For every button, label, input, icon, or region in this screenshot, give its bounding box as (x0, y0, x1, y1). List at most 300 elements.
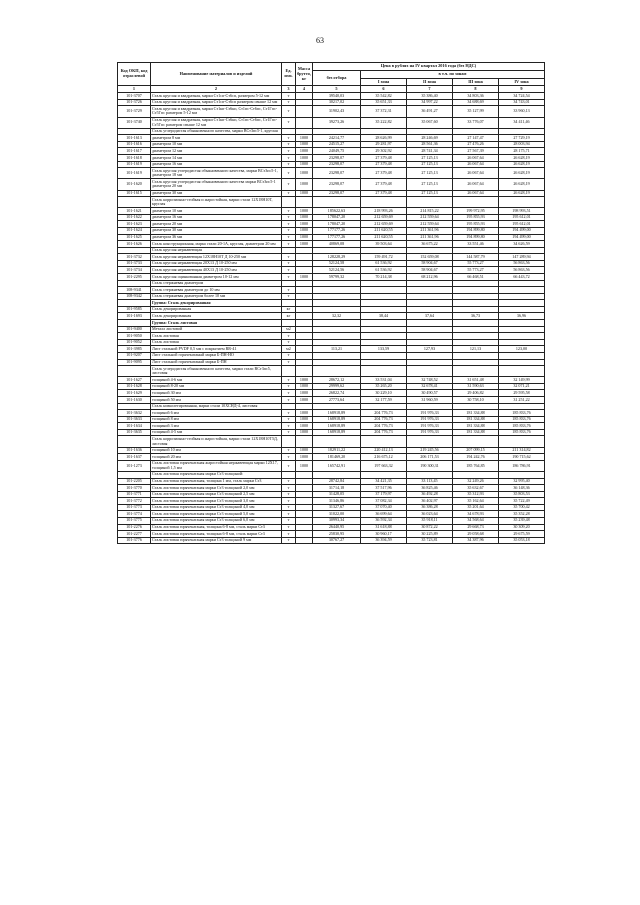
cell-name: Сталь листовая горячекатаная жаростойкая нержавеющая марки 12Х17, толщиной 1,5 мм (151, 460, 282, 471)
cell-name: Сталь круглая нержавеющая 12Х18Н10Т Д 10-250 мм (151, 254, 282, 261)
cell-unit: т (282, 254, 296, 261)
cell-name: толщиной 4-5 мм (151, 429, 282, 436)
table-row (118, 135, 545, 142)
cell-zone-4: 34 743,01 (499, 99, 545, 106)
cell-zone-3: 32 249,26 (453, 478, 499, 485)
cell-zone-4: 185 833,76 (499, 416, 545, 423)
cell-zone-4: 33 960,13 (499, 106, 545, 117)
cell-zone-2: 127,93 (407, 346, 453, 353)
cell-zone-1: 27 379,48 (361, 179, 407, 190)
cell-code: 101-3775 (118, 517, 151, 524)
table-row (118, 313, 545, 320)
cell-zone-1: 61 536,92 (361, 267, 407, 274)
cell-unit: т (282, 410, 296, 417)
cell-unit: т (282, 161, 296, 168)
table-row (118, 333, 545, 340)
cell-zone-4: 185 833,76 (499, 423, 545, 430)
cell-zone-4: 35 352,28 (499, 511, 545, 518)
cell-price: 30767,27 (313, 537, 361, 544)
cell-unit: кг (282, 313, 296, 320)
cell-unit: т (282, 241, 296, 248)
cell-price: 29999,62 (313, 383, 361, 390)
cell-zone-4: 26 628,19 (499, 161, 545, 168)
cell-zone-4: 186 786,91 (499, 460, 545, 471)
cell-zone-1 (361, 197, 407, 208)
cell-zone-3 (453, 306, 499, 313)
table-row (118, 106, 545, 117)
header-name: Наименование материалов и изделий (151, 63, 282, 86)
cell-zone-3: 34 387,96 (453, 537, 499, 544)
cell-zone-4 (499, 247, 545, 254)
cell-code: 101-1620 (118, 179, 151, 190)
cell-name: Сталь листовая горячекатаная марки Ст3 толщиной: (151, 471, 282, 478)
cell-name: Металл листовой (151, 326, 282, 333)
cell-mass: 1000 (296, 179, 313, 190)
cell-zone-1: 27 379,48 (361, 161, 407, 168)
cell-unit: т (282, 221, 296, 228)
column-number: 8 (453, 86, 499, 93)
cell-zone-1: 28 626,99 (361, 135, 407, 142)
cell-price: 52124,58 (313, 260, 361, 267)
cell-code: 101-9400 (118, 326, 151, 333)
cell-price: 28672,12 (313, 377, 361, 384)
cell-zone-1: 36 699,64 (361, 511, 407, 518)
cell-code: 101-3772 (118, 498, 151, 505)
cell-zone-2: 191 976,33 (407, 410, 453, 417)
cell-price: 168918,89 (313, 410, 361, 417)
cell-code: 101-2205 (118, 478, 151, 485)
cell-unit: т (282, 390, 296, 397)
cell-code (118, 280, 151, 287)
cell-price (313, 359, 361, 366)
cell-zone-3 (453, 359, 499, 366)
cell-name: Сталь листовая горячекатаная, толщина 1 мм, сталь марки Ст3 (151, 478, 282, 485)
cell-zone-2 (407, 326, 453, 333)
cell-unit: т (282, 141, 296, 148)
cell-zone-1: 33 531,04 (361, 377, 407, 384)
cell-price: 24515,27 (313, 141, 361, 148)
cell-zone-3: 35 127,99 (453, 106, 499, 117)
cell-name: толщиной 4-6 мм (151, 377, 282, 384)
cell-zone-2: 219 245,56 (407, 447, 453, 454)
table-row (118, 117, 545, 128)
cell-name: толщиной 50 мм (151, 397, 282, 404)
cell-mass (296, 254, 313, 261)
cell-zone-4 (499, 366, 545, 377)
cell-zone-2: 152 659,08 (407, 254, 453, 261)
cell-unit (282, 403, 296, 410)
cell-zone-2: 27 125,13 (407, 155, 453, 162)
cell-zone-2: 30 872,22 (407, 524, 453, 531)
cell-zone-4: 34 411,46 (499, 117, 545, 128)
table-row (118, 260, 545, 267)
cell-zone-3: 35 201,64 (453, 504, 499, 511)
cell-zone-1 (361, 436, 407, 447)
cell-price (313, 403, 361, 410)
cell-unit (282, 471, 296, 478)
cell-zone-4: 32 071,21 (499, 383, 545, 390)
cell-price (313, 436, 361, 447)
cell-zone-1: 27 379,48 (361, 190, 407, 197)
cell-zone-3: 26 067,64 (453, 179, 499, 190)
cell-zone-1: 39 503,64 (361, 241, 407, 248)
cell-zone-4: 32 995,40 (499, 478, 545, 485)
cell-zone-3: 27 147,47 (453, 135, 499, 142)
cell-name: Сталь листовая горячекатаная марки Ст3 толщиной 3,0 мм (151, 498, 282, 505)
cell-zone-4: 198 993,51 (499, 208, 545, 215)
cell-price (313, 352, 361, 359)
cell-unit: т (282, 106, 296, 117)
cell-zone-2 (407, 359, 453, 366)
table-row (118, 221, 545, 228)
cell-zone-3 (453, 366, 499, 377)
cell-zone-4 (499, 293, 545, 300)
cell-zone-1: 29 281,97 (361, 141, 407, 148)
cell-name: Сталь стержневая диаметром (151, 280, 282, 287)
cell-name: Группа: Сталь листовая (151, 320, 282, 327)
cell-zone-3 (453, 471, 499, 478)
cell-zone-3: 34 678,93 (453, 511, 499, 518)
cell-zone-3: 30 758,10 (453, 397, 499, 404)
cell-unit: т (282, 155, 296, 162)
cell-zone-2: 27 125,13 (407, 168, 453, 179)
cell-name: Сталь круглая оцинкованная диаметром 10-12 мм (151, 274, 282, 281)
cell-mass: 1000 (296, 234, 313, 241)
cell-zone-2 (407, 197, 453, 208)
column-number: 7 (407, 86, 453, 93)
cell-price: 31022,00 (313, 511, 361, 518)
cell-price: 178047,20 (313, 214, 361, 221)
cell-mass (296, 267, 313, 274)
table-row (118, 517, 545, 524)
cell-zone-3: 55 773,27 (453, 267, 499, 274)
cell-unit (282, 300, 296, 307)
cell-price (313, 326, 361, 333)
cell-zone-3: 195 855,93 (453, 214, 499, 221)
table-row (118, 383, 545, 390)
cell-code: 101-1618 (118, 155, 151, 162)
cell-unit: т (282, 537, 296, 544)
cell-zone-2: 27 125,13 (407, 161, 453, 168)
cell-unit: т (282, 214, 296, 221)
column-number: 5 (313, 86, 361, 93)
cell-price: 26440,95 (313, 524, 361, 531)
cell-zone-2 (407, 403, 453, 410)
cell-zone-2: 36 825,46 (407, 485, 453, 492)
table-row (118, 498, 545, 505)
cell-zone-2: 36 023,64 (407, 511, 453, 518)
table-row (118, 377, 545, 384)
table-body (118, 93, 545, 544)
cell-zone-4: 185 833,76 (499, 410, 545, 417)
cell-zone-3: 33 776,07 (453, 117, 499, 128)
table-row (118, 214, 545, 221)
cell-zone-1: 37 372,31 (361, 106, 407, 117)
table-row (118, 306, 545, 313)
cell-zone-2: 211 361,96 (407, 227, 453, 234)
cell-mass (296, 293, 313, 300)
table-row (118, 287, 545, 294)
cell-unit: т (282, 333, 296, 340)
cell-price: 39540,03 (313, 93, 361, 100)
cell-name: диаметром 16 мм (151, 214, 282, 221)
table-row (118, 179, 545, 190)
cell-zone-1 (361, 471, 407, 478)
cell-zone-2 (407, 352, 453, 359)
cell-zone-1 (361, 339, 407, 346)
cell-code: 101-1616 (118, 141, 151, 148)
cell-price: 168918,89 (313, 429, 361, 436)
cell-code: 101-3770 (118, 485, 151, 492)
cell-mass (296, 287, 313, 294)
price-table (117, 62, 545, 544)
table-row (118, 460, 545, 471)
cell-name: Сталь листовая горячекатаная марки Ст3 толщиной 9 мм (151, 537, 282, 544)
cell-mass (296, 366, 313, 377)
cell-zone-2 (407, 471, 453, 478)
table-row (118, 267, 545, 274)
cell-mass (296, 106, 313, 117)
cell-unit: т (282, 524, 296, 531)
cell-name: Сталь стержневая диаметром более 10 мм (151, 293, 282, 300)
page-number: 63 (316, 36, 324, 45)
cell-price: 28742,84 (313, 478, 361, 485)
cell-zone-4: 123,00 (499, 346, 545, 353)
cell-mass (296, 403, 313, 410)
cell-zone-4 (499, 306, 545, 313)
cell-zone-4 (499, 436, 545, 447)
cell-price: 165742,91 (313, 460, 361, 471)
cell-unit: т (282, 383, 296, 390)
cell-name: толщиной 6 мм (151, 410, 282, 417)
cell-name: Сталь декорированная (151, 313, 282, 320)
cell-price (313, 471, 361, 478)
cell-zone-2 (407, 333, 453, 340)
cell-mass (296, 93, 313, 100)
cell-name: Сталь стержневая диаметром до 10 мм (151, 287, 282, 294)
cell-unit (282, 366, 296, 377)
cell-unit: т (282, 168, 296, 179)
cell-zone-1 (361, 280, 407, 287)
cell-zone-4: 211 314,82 (499, 447, 545, 454)
cell-price (313, 293, 361, 300)
cell-name: диаметром 10 мм (151, 208, 282, 215)
cell-unit: т (282, 274, 296, 281)
cell-unit: т (282, 478, 296, 485)
cell-zone-4: 56 863,56 (499, 267, 545, 274)
cell-unit: т (282, 377, 296, 384)
cell-unit (282, 436, 296, 447)
cell-mass: 1000 (296, 390, 313, 397)
cell-zone-4: 29 595,58 (499, 390, 545, 397)
cell-name: толщиной 8-20 мм (151, 383, 282, 390)
cell-zone-1: 35 222,82 (361, 117, 407, 128)
cell-zone-1: 35 542,82 (361, 93, 407, 100)
cell-zone-4 (499, 333, 545, 340)
cell-mass (296, 300, 313, 307)
cell-name: Сталь листовая горячекатаная марки Ст3 толщиной 6,0 мм (151, 517, 282, 524)
cell-name: диаметром 30 мм (151, 190, 282, 197)
cell-code: 101-3733 (118, 260, 151, 267)
cell-mass: 1000 (296, 383, 313, 390)
header-zone-1: I зона (361, 78, 407, 86)
cell-zone-1: 197 663,32 (361, 460, 407, 471)
table-row (118, 403, 545, 410)
cell-zone-4: 56 863,56 (499, 260, 545, 267)
cell-zone-2: 28 741,34 (407, 148, 453, 155)
cell-zone-1 (361, 293, 407, 300)
cell-price: 25830,95 (313, 531, 361, 538)
cell-zone-2 (407, 293, 453, 300)
cell-price: 182911,22 (313, 447, 361, 454)
cell-name: диаметром 16 мм (151, 161, 282, 168)
cell-zone-2: 27 125,13 (407, 179, 453, 190)
cell-unit: т (282, 135, 296, 142)
cell-price: 31428,05 (313, 491, 361, 498)
cell-code: 101-1619 (118, 168, 151, 179)
cell-code: 101-3776 (118, 537, 151, 544)
cell-code: 101-1693 (118, 313, 151, 320)
cell-code: 101-1629 (118, 390, 151, 397)
cell-code: 101-3632 (118, 410, 151, 417)
cell-unit: т (282, 287, 296, 294)
cell-unit: т (282, 517, 296, 524)
cell-price: 31346,86 (313, 498, 361, 505)
cell-mass: 1000 (296, 416, 313, 423)
table-row (118, 197, 545, 208)
cell-price: 30993,34 (313, 517, 361, 524)
table-row (118, 141, 545, 148)
cell-unit: кг (282, 306, 296, 313)
cell-zone-2: 191 976,33 (407, 416, 453, 423)
cell-code (118, 320, 151, 327)
cell-unit: т (282, 447, 296, 454)
cell-zone-3: 36,73 (453, 313, 499, 320)
cell-mass: 1000 (296, 429, 313, 436)
cell-zone-1: 27 379,48 (361, 155, 407, 162)
cell-code: 101-3985 (118, 346, 151, 353)
cell-zone-3: 55 773,27 (453, 260, 499, 267)
cell-zone-3 (453, 352, 499, 359)
cell-price (313, 300, 361, 307)
cell-zone-1: 204 776,73 (361, 410, 407, 417)
cell-zone-1 (361, 287, 407, 294)
cell-zone-2: 212 559,64 (407, 214, 453, 221)
cell-price: 32,32 (313, 313, 361, 320)
cell-zone-2 (407, 287, 453, 294)
cell-name: Лист стальной горячекатаный марки Б-ПН-НО (151, 352, 282, 359)
table-row (118, 416, 545, 423)
cell-code (118, 436, 151, 447)
column-number: 1 (118, 86, 151, 93)
cell-mass (296, 498, 313, 505)
cell-zone-2: 35 067,60 (407, 117, 453, 128)
cell-zone-4: 28 003,94 (499, 141, 545, 148)
cell-price (313, 280, 361, 287)
cell-code: 101-3734 (118, 267, 151, 274)
cell-zone-4 (499, 280, 545, 287)
cell-zone-4: 32 149,99 (499, 377, 545, 384)
cell-price: 26822,74 (313, 390, 361, 397)
cell-zone-1 (361, 300, 407, 307)
cell-price (313, 333, 361, 340)
table-row (118, 190, 545, 197)
cell-price: 128228,29 (313, 254, 361, 261)
cell-unit (282, 197, 296, 208)
cell-code: 101-1636 (118, 447, 151, 454)
cell-code: 101-3726 (118, 99, 151, 106)
column-number: 4 (296, 86, 313, 93)
cell-price: 27773,64 (313, 397, 361, 404)
cell-price: 23298,07 (313, 168, 361, 179)
cell-zone-3 (453, 293, 499, 300)
cell-zone-2 (407, 306, 453, 313)
cell-code (118, 366, 151, 377)
table-row (118, 274, 545, 281)
cell-unit: т (282, 208, 296, 215)
cell-name: толщиной 3 мм (151, 423, 282, 430)
cell-price: 23298,07 (313, 161, 361, 168)
cell-zone-2: 36 491,27 (407, 106, 453, 117)
table-row (118, 511, 545, 518)
cell-name: толщиной 8 мм (151, 416, 282, 423)
cell-name: Сталь листовая (151, 339, 282, 346)
cell-zone-3: 181 334,88 (453, 416, 499, 423)
table-row (118, 168, 545, 179)
cell-zone-2 (407, 128, 453, 135)
cell-zone-3 (453, 197, 499, 208)
cell-zone-2: 31 960,59 (407, 397, 453, 404)
header-zone-2: II зона (407, 78, 453, 86)
cell-name: Лист стальной PVDF 0,5 мм с покрытием RR-41 (151, 346, 282, 353)
table-row (118, 359, 545, 366)
cell-zone-2: 32 678,41 (407, 383, 453, 390)
cell-mass (296, 99, 313, 106)
cell-zone-4 (499, 352, 545, 359)
cell-zone-3 (453, 326, 499, 333)
cell-zone-4: 35 239,48 (499, 517, 545, 524)
cell-mass (296, 511, 313, 518)
cell-zone-1 (361, 326, 407, 333)
cell-mass (296, 280, 313, 287)
cell-price: 23298,07 (313, 155, 361, 162)
cell-zone-1: 212 659,69 (361, 221, 407, 228)
cell-mass (296, 247, 313, 254)
cell-zone-4 (499, 326, 545, 333)
cell-zone-4 (499, 471, 545, 478)
cell-zone-1: 204 776,73 (361, 416, 407, 423)
cell-zone-2: 35 918,11 (407, 517, 453, 524)
cell-zone-2: 35 723,81 (407, 537, 453, 544)
cell-unit: т (282, 511, 296, 518)
cell-mass: 1000 (296, 208, 313, 215)
cell-zone-2: 214 815,22 (407, 208, 453, 215)
cell-zone-3: 194 899,80 (453, 234, 499, 241)
cell-zone-2: 33 113,45 (407, 478, 453, 485)
cell-name: Сталь углеродистая обыкновенного качества, марки ВСт3пс5-1, круглая (151, 128, 282, 135)
cell-price: 178047,20 (313, 221, 361, 228)
cell-zone-3: 181 334,88 (453, 429, 499, 436)
cell-mass (296, 197, 313, 208)
cell-mass (296, 504, 313, 511)
cell-zone-2: 36 402,97 (407, 498, 453, 505)
cell-zone-3: 33 551,46 (453, 241, 499, 248)
cell-name: Сталь круглая и квадратная, марки Ст1кп-Ст6кп, Ст1пс-Ст6пс, Ст1Гпс-Ст5Гпс размером свыше 12 мм (151, 117, 282, 128)
cell-mass (296, 339, 313, 346)
cell-mass (296, 313, 313, 320)
cell-zone-1: 34 421,35 (361, 478, 407, 485)
table-row (118, 320, 545, 327)
